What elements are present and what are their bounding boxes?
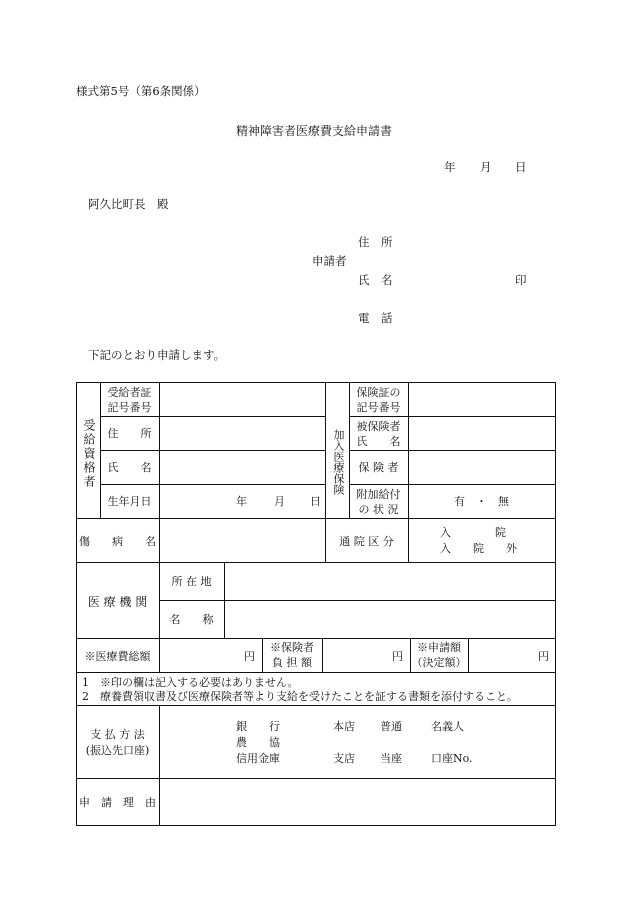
insurance-card-label-2: 記号番号 [356,401,401,414]
birth-year-label: 年 [236,495,247,508]
insurer-label: 保 険 者 [358,461,399,474]
insurance-group-label: 加入医療保険 [332,429,345,495]
disease-label: 傷 病 名 [79,535,156,548]
account-holder-label: 名義人 [431,720,464,733]
intro-text: 下記のとおり申請します。 [88,348,226,362]
visit-type-label: 通 院 区 分 [339,535,394,548]
applicant-address-label: 住 所 [358,235,393,249]
date-month-label: 月 [480,160,492,174]
current-account-option[interactable]: 当座 [380,752,402,765]
request-amount-label-1: ※申請額 [417,641,461,654]
account-number-label: 口座No. [431,752,473,765]
applicant-phone-label: 電 話 [358,311,393,325]
insurer-burden-label-2: 負 担 額 [272,656,312,669]
reason-label: 申 請 理 由 [79,796,156,809]
institution-name-label: 名 称 [169,613,214,626]
addressee: 阿久比町長 殿 [88,197,169,211]
agri-coop-option[interactable]: 農 協 [236,736,280,749]
credit-union-option[interactable]: 信用金庫 [236,752,280,765]
recipient-address-label: 住 所 [107,427,152,440]
institution-label: 医 療 機 関 [87,595,148,609]
ordinary-account-option[interactable]: 普通 [380,720,402,733]
recipient-id-label-1: 受給者証 [107,386,152,399]
applicant-name-label: 氏 名 [358,273,393,287]
total-cost-label: ※医療費総額 [84,650,151,663]
birth-month-label: 月 [274,495,285,508]
request-yen: 円 [538,650,549,663]
birthdate-label: 生年月日 [107,495,152,508]
outpatient-option[interactable]: 入 院 外 [440,542,517,555]
burden-yen: 円 [392,650,403,663]
bank-option[interactable]: 銀 行 [236,720,280,733]
additional-benefit-label-2: の 状 況 [358,503,399,516]
birth-day-label: 日 [310,495,321,508]
form-number: 様式第5号（第6条関係） [76,84,206,98]
payment-method-label-2: (振込先口座) [85,744,150,757]
total-cost-yen: 円 [244,650,255,663]
form-title: 精神障害者医療費支給申請書 [236,124,393,138]
note-1: 1 ※印の欄は記入する必要はありません。 [82,676,299,689]
seal-mark: 印 [515,273,527,287]
additional-benefit-label-1: 附加給付 [356,488,401,501]
recipient-id-label-2: 記号番号 [107,401,152,414]
insured-name-label-1: 被保険者 [356,420,401,433]
date-year-label: 年 [444,160,456,174]
recipient-name-label: 氏 名 [107,461,152,474]
insurer-burden-label-1: ※保険者 [270,641,314,654]
insured-name-label-2: 氏 名 [356,435,401,448]
request-amount-label-2: （決定額） [411,656,467,669]
note-2: 2 療養費領収書及び医療保険者等より支給を受けたことを証する書類を添付すること。 [82,690,518,703]
branch-option[interactable]: 支店 [333,752,355,765]
location-label: 所 在 地 [171,575,212,588]
payment-method-label-1: 支 払 方 法 [90,728,145,741]
insurance-card-label-1: 保険証の [356,386,401,399]
additional-benefit-choice[interactable]: 有 ・ 無 [454,495,509,508]
date-day-label: 日 [515,160,527,174]
applicant-label: 申請者 [312,254,347,268]
recipient-group-label: 受給資格者 [82,419,96,489]
inpatient-option[interactable]: 入 院 [440,526,506,539]
head-office-option[interactable]: 本店 [333,720,355,733]
